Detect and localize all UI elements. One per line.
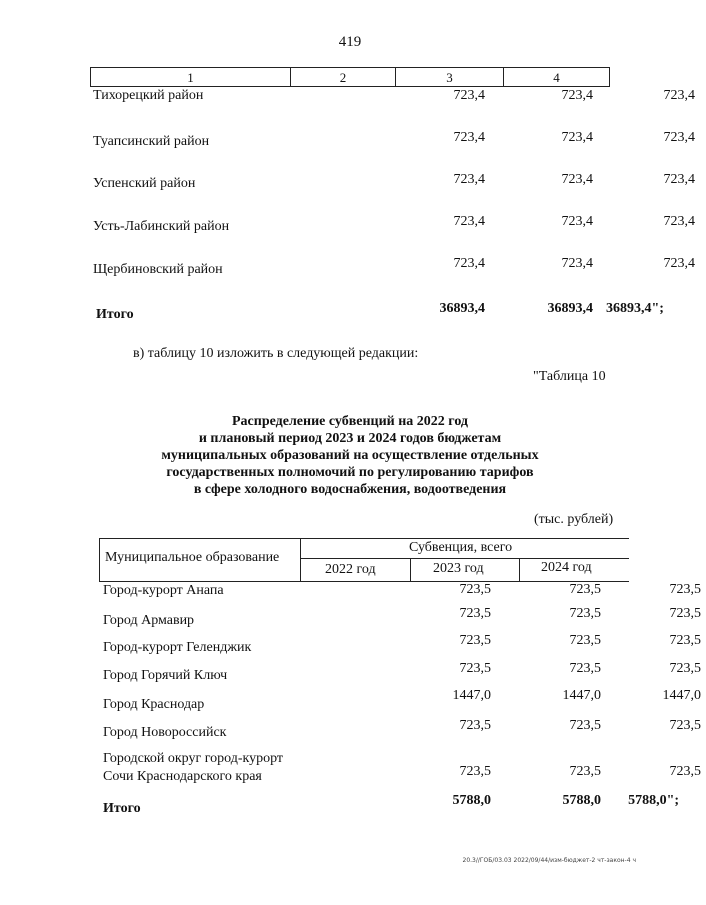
row-name: Город Армавир [103, 613, 195, 628]
row-value: 723,5 [669, 661, 701, 676]
row-name: Щербиновский район [93, 262, 223, 277]
row-value: 723,5 [459, 606, 491, 621]
total-value: 5788,0 [562, 793, 601, 808]
row-name: Тихорецкий район [93, 88, 204, 103]
row-value: 723,5 [669, 582, 701, 597]
row-value: 723,5 [459, 633, 491, 648]
row-value: 723,4 [453, 172, 485, 187]
row-value: 723,5 [669, 633, 701, 648]
total-value: 36893,4 [547, 301, 593, 316]
units-label: (тыс. рублей) [534, 512, 614, 527]
row-value: 723,4 [453, 130, 485, 145]
column-header-municipality: Муниципальное образование [105, 550, 280, 565]
footer-code: 20.3//ГОБ/03.03 2022/09/44/изм-бюджет-2 чт-закон-4 ч [462, 857, 636, 864]
row-value: 723,5 [669, 718, 701, 733]
row-name: Город Горячий Ключ [103, 668, 228, 683]
total-value: 36893,4"; [606, 301, 664, 316]
title-line: в сфере холодного водоснабжения, водоотведения [193, 482, 507, 497]
row-value: 723,4 [561, 214, 593, 229]
row-value: 723,5 [569, 718, 601, 733]
table-row [90, 172, 695, 194]
row-value: 723,4 [561, 130, 593, 145]
title-line: и плановый период 2023 и 2024 годов бюджетам [198, 431, 502, 446]
row-name: Успенский район [93, 176, 196, 191]
total-value: 36893,4 [439, 301, 485, 316]
total-value: 5788,0 [452, 793, 491, 808]
table-row [90, 130, 695, 152]
row-value: 723,4 [663, 130, 695, 145]
row-name: Город-курорт Анапа [103, 583, 224, 598]
row-value: 723,5 [569, 582, 601, 597]
main-table-header [99, 538, 629, 582]
row-value: 723,4 [453, 256, 485, 271]
column-header-year: 2023 год [433, 561, 484, 576]
total-label: Итого [103, 801, 141, 816]
row-value: 723,5 [569, 764, 601, 779]
table-total-row [90, 301, 664, 323]
title-line: государственных полномочий по регулированию тарифов [166, 465, 534, 480]
row-value: 723,5 [459, 582, 491, 597]
title-line: муниципальных образований на осуществление отдельных [161, 448, 539, 463]
top-table-header [90, 67, 610, 87]
row-value: 723,4 [663, 214, 695, 229]
row-value: 1447,0 [662, 688, 701, 703]
row-value: 723,4 [453, 214, 485, 229]
row-value: 723,5 [669, 764, 701, 779]
row-value: 723,5 [669, 606, 701, 621]
column-header-year: 2024 год [541, 560, 592, 575]
row-name [103, 750, 283, 786]
row-value: 723,5 [459, 718, 491, 733]
page-number: 419 [338, 34, 362, 50]
row-name: Туапсинский район [93, 134, 210, 149]
total-label: Итого [96, 307, 134, 322]
column-header-2: 2 [291, 68, 396, 86]
instruction-text: в) таблицу 10 изложить в следующей редакции: [133, 346, 419, 361]
row-value: 1447,0 [452, 688, 491, 703]
row-value: 723,4 [663, 256, 695, 271]
table-row [90, 88, 695, 110]
table-row [90, 256, 695, 278]
row-value: 723,5 [569, 633, 601, 648]
column-header-year: 2022 год [325, 562, 376, 577]
row-value: 723,4 [561, 256, 593, 271]
table-label: "Таблица 10 [533, 369, 606, 384]
column-header-subvention: Субвенция, всего [409, 540, 513, 555]
row-name: Город-курорт Геленджик [103, 640, 252, 655]
row-value: 723,4 [663, 172, 695, 187]
row-value: 723,4 [561, 88, 593, 103]
row-value: 723,5 [569, 606, 601, 621]
table-title [0, 413, 700, 498]
column-header-3: 3 [396, 68, 504, 86]
title-line: Распределение субвенций на 2022 год [232, 414, 468, 429]
column-header-1: 1 [91, 68, 291, 86]
row-value: 1447,0 [562, 688, 601, 703]
row-name: Усть-Лабинский район [93, 219, 230, 234]
row-value: 723,5 [459, 661, 491, 676]
row-name-line: Городской округ город-курорт [103, 751, 284, 766]
row-value: 723,5 [459, 764, 491, 779]
column-header-4: 4 [553, 70, 560, 85]
row-name-line: Сочи Краснодарского края [103, 769, 262, 784]
row-value: 723,5 [569, 661, 601, 676]
row-name: Город Новороссийск [103, 725, 227, 740]
row-name: Город Краснодар [103, 697, 205, 712]
row-value: 723,4 [561, 172, 593, 187]
total-value: 5788,0"; [628, 793, 679, 808]
row-value: 723,4 [663, 88, 695, 103]
row-value: 723,4 [453, 88, 485, 103]
table-row [90, 214, 695, 236]
